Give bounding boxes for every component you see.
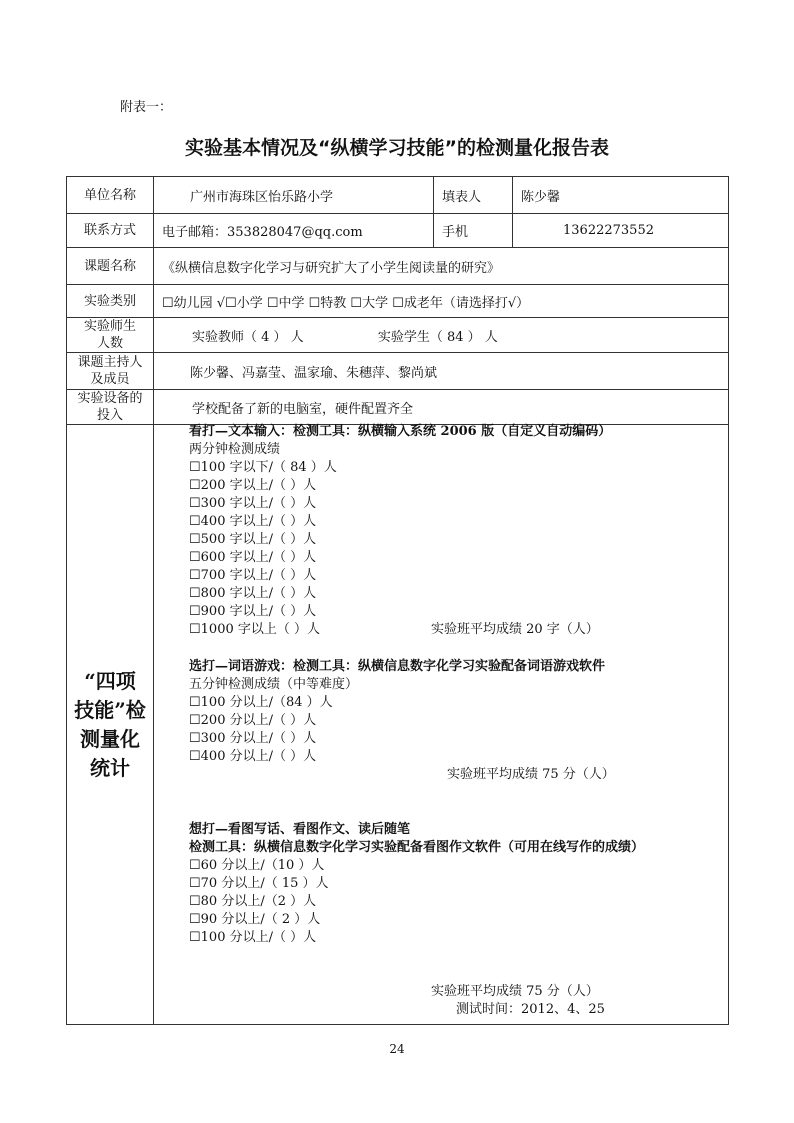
table-row bbox=[67, 177, 729, 214]
host-label bbox=[67, 353, 154, 390]
stats-label bbox=[67, 425, 154, 1025]
table-row bbox=[67, 353, 729, 390]
equipment-value: 学校配备了新的电脑室，硬件配置齐全 bbox=[154, 390, 729, 425]
unit-name-value: 广州市海珠区怡乐路小学 bbox=[154, 177, 434, 214]
list-item: ☐800 字以上/（ ）人 bbox=[189, 586, 317, 601]
list-item: ☐300 分以上/（ ）人 bbox=[189, 731, 317, 746]
equipment-label-line2: 投入 bbox=[96, 408, 123, 423]
list-item: ☐100 字以下/（ 84 ）人 bbox=[189, 460, 337, 475]
stats-label-line1: “四项 bbox=[84, 668, 136, 693]
phone-label: 手机 bbox=[434, 214, 513, 248]
section2-subtitle: 五分钟检测成绩（中等难度） bbox=[189, 677, 359, 692]
list-item: ☐80 分以上/（2 ）人 bbox=[189, 894, 317, 909]
teacher-count: 实验教师（ 4 ） 人 bbox=[192, 329, 304, 345]
stats-content-area bbox=[154, 425, 728, 1024]
stats-content bbox=[154, 425, 729, 1025]
student-count: 实验学生（ 84 ） 人 bbox=[377, 329, 498, 345]
section3-title: 想打—看图写话、看图作文、读后随笔 bbox=[189, 822, 411, 837]
stats-label-line2: 技能”检 bbox=[74, 697, 146, 722]
equipment-label bbox=[67, 390, 154, 425]
people-count-value bbox=[154, 318, 729, 353]
equipment-label-line1: 实验设备的 bbox=[77, 391, 143, 406]
filler-value: 陈少馨 bbox=[513, 177, 729, 214]
section3-tool: 检测工具：纵横信息数字化学习实验配备看图作文软件（可用在线写作的成绩） bbox=[189, 840, 645, 855]
list-item: ☐100 分以上/（ ）人 bbox=[189, 930, 317, 945]
phone-value: 13622273552 bbox=[513, 214, 729, 248]
filler-label: 填表人 bbox=[434, 177, 513, 214]
appendix-label: 附表一： bbox=[120, 100, 173, 115]
list-item: ☐90 分以上/（ 2 ）人 bbox=[189, 912, 321, 927]
list-item: ☐500 字以上/（ ）人 bbox=[189, 532, 317, 547]
test-time: 测试时间：2012、4、25 bbox=[456, 1002, 605, 1017]
section1-average: 实验班平均成绩 20 字（人） bbox=[431, 622, 599, 637]
host-value: 陈少馨、冯嘉莹、温家瑜、朱穗萍、黎尚斌 bbox=[154, 353, 729, 390]
table-row bbox=[67, 425, 729, 1025]
list-item: ☐700 字以上/（ ）人 bbox=[189, 568, 317, 583]
topic-value: 《纵横信息数字化学习与研究扩大了小学生阅读量的研究》 bbox=[154, 248, 729, 285]
section3-average: 实验班平均成绩 75 分（人） bbox=[431, 984, 599, 999]
document-title: 实验基本情况及“纵横学习技能”的检测量化报告表 bbox=[185, 137, 609, 159]
list-item: ☐200 分以上/（ ）人 bbox=[189, 713, 317, 728]
people-count-label-line2: 人数 bbox=[96, 336, 123, 351]
table-row bbox=[67, 248, 729, 285]
page-number: 24 bbox=[389, 1042, 405, 1056]
unit-name-label: 单位名称 bbox=[67, 177, 154, 214]
section1-subtitle: 两分钟检测成绩 bbox=[189, 442, 281, 457]
list-item: ☐1000 字以上（ ）人 bbox=[189, 622, 321, 637]
contact-label: 联系方式 bbox=[67, 214, 154, 248]
list-item: ☐900 字以上/（ ）人 bbox=[189, 604, 317, 619]
list-item: ☐100 分以上/（84 ）人 bbox=[189, 695, 333, 710]
topic-label: 课题名称 bbox=[67, 248, 154, 285]
section2-average: 实验班平均成绩 75 分（人） bbox=[447, 767, 615, 782]
contact-value: 电子邮箱：353828047@qq.com bbox=[154, 214, 434, 248]
list-item: ☐70 分以上/（ 15 ）人 bbox=[189, 876, 329, 891]
people-count-label bbox=[67, 318, 154, 353]
category-value: ☐幼儿园 √☐小学 ☐中学 ☐特教 ☐大学 ☐成老年（请选择打√） bbox=[154, 285, 729, 318]
list-item: ☐200 字以上/（ ）人 bbox=[189, 478, 317, 493]
report-table bbox=[66, 176, 729, 1025]
list-item: ☐60 分以上/（10 ）人 bbox=[189, 858, 325, 873]
list-item: ☐300 字以上/（ ）人 bbox=[189, 496, 317, 511]
list-item: ☐400 字以上/（ ）人 bbox=[189, 514, 317, 529]
category-label: 实验类别 bbox=[67, 285, 154, 318]
table-row bbox=[67, 318, 729, 353]
section1-title: 看打—文本输入：检测工具：纵横输入系统 2006 版（自定义自动编码） bbox=[189, 424, 612, 439]
list-item: ☐400 分以上/（ ）人 bbox=[189, 749, 317, 764]
host-label-line1: 课题主持人 bbox=[77, 355, 143, 370]
people-count-label-line1: 实验师生 bbox=[83, 319, 136, 334]
table-row bbox=[67, 285, 729, 318]
list-item: ☐600 字以上/（ ）人 bbox=[189, 550, 317, 565]
section2-title: 选打—词语游戏：检测工具：纵横信息数字化学习实验配备词语游戏软件 bbox=[189, 659, 606, 674]
stats-label-line3: 测量化 bbox=[80, 726, 140, 751]
host-label-line2: 及成员 bbox=[90, 372, 130, 387]
table-row bbox=[67, 214, 729, 248]
table-row bbox=[67, 390, 729, 425]
stats-label-line4: 统计 bbox=[90, 755, 130, 780]
